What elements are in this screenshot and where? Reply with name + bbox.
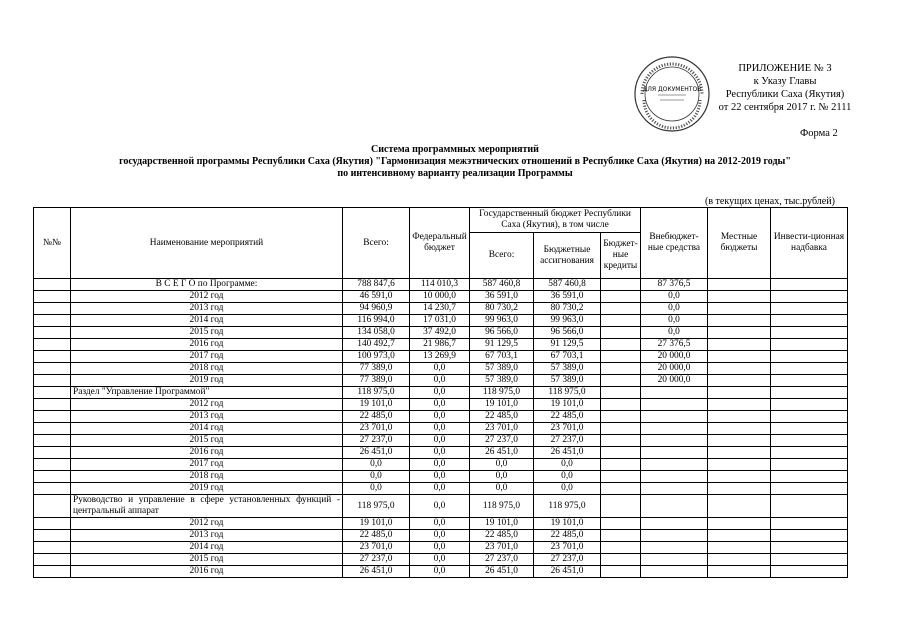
cell-activity-name: 2012 год <box>71 399 343 411</box>
cell-federal: 114 010,3 <box>410 279 470 291</box>
cell-activity-name: Руководство и управление в сфере установленных функций - центральный аппарат <box>71 495 343 518</box>
header-state-group: Государственный бюджет Республики Саха (Якутия), в том числе <box>470 208 641 233</box>
cell-invest <box>771 291 848 303</box>
cell-alloc: 67 703,1 <box>534 351 601 363</box>
cell-credit <box>601 566 641 578</box>
cell-extra <box>641 471 708 483</box>
cell-credit <box>601 530 641 542</box>
cell-state: 23 701,0 <box>470 542 534 554</box>
cell-extra: 20 000,0 <box>641 363 708 375</box>
cell-num <box>34 387 71 399</box>
table-row <box>34 279 848 291</box>
cell-total: 77 389,0 <box>343 363 410 375</box>
cell-alloc: 57 389,0 <box>534 363 601 375</box>
cell-invest <box>771 279 848 291</box>
cell-num <box>34 542 71 554</box>
cell-num <box>34 483 71 495</box>
cell-invest <box>771 387 848 399</box>
cell-federal: 0,0 <box>410 483 470 495</box>
cell-invest <box>771 554 848 566</box>
cell-credit <box>601 495 641 518</box>
cell-total: 134 058,0 <box>343 327 410 339</box>
cell-invest <box>771 435 848 447</box>
cell-credit <box>601 411 641 423</box>
cell-extra <box>641 459 708 471</box>
table-row <box>34 375 848 387</box>
cell-state: 27 237,0 <box>470 554 534 566</box>
header-state-total: Всего: <box>470 233 534 279</box>
cell-credit <box>601 459 641 471</box>
seal-text: ДЛЯ ДОКУМЕНТОВ <box>642 86 702 93</box>
cell-federal: 0,0 <box>410 363 470 375</box>
cell-local <box>708 291 771 303</box>
cell-federal: 10 000,0 <box>410 291 470 303</box>
cell-credit <box>601 483 641 495</box>
cell-local <box>708 411 771 423</box>
cell-alloc: 0,0 <box>534 471 601 483</box>
header-local: Местные бюджеты <box>708 208 771 279</box>
cell-num <box>34 279 71 291</box>
cell-credit <box>601 471 641 483</box>
cell-num <box>34 363 71 375</box>
table-row <box>34 351 848 363</box>
cell-credit <box>601 279 641 291</box>
program-activities-table <box>33 207 848 578</box>
cell-activity-name: 2016 год <box>71 447 343 459</box>
cell-federal: 0,0 <box>410 411 470 423</box>
cell-extra <box>641 554 708 566</box>
cell-extra: 0,0 <box>641 315 708 327</box>
cell-state: 22 485,0 <box>470 411 534 423</box>
cell-total: 19 101,0 <box>343 518 410 530</box>
cell-activity-name: 2012 год <box>71 291 343 303</box>
cell-local <box>708 303 771 315</box>
cell-invest <box>771 447 848 459</box>
form-label: Форма 2 <box>800 128 838 139</box>
cell-activity-name: 2015 год <box>71 554 343 566</box>
cell-federal: 13 269,9 <box>410 351 470 363</box>
cell-invest <box>771 411 848 423</box>
cell-extra <box>641 411 708 423</box>
cell-extra <box>641 530 708 542</box>
title-line: по интенсивному варианту реализации Программы <box>337 168 573 179</box>
cell-total: 116 994,0 <box>343 315 410 327</box>
cell-alloc: 23 701,0 <box>534 542 601 554</box>
table-row <box>34 530 848 542</box>
cell-federal: 0,0 <box>410 435 470 447</box>
cell-activity-name: 2019 год <box>71 375 343 387</box>
cell-credit <box>601 518 641 530</box>
cell-total: 140 492,7 <box>343 339 410 351</box>
cell-total: 26 451,0 <box>343 447 410 459</box>
table-row <box>34 399 848 411</box>
cell-invest <box>771 375 848 387</box>
cell-num <box>34 435 71 447</box>
cell-invest <box>771 542 848 554</box>
header-num: №№ <box>34 208 71 279</box>
cell-alloc: 19 101,0 <box>534 399 601 411</box>
cell-local <box>708 315 771 327</box>
cell-activity-name: В С Е Г О по Программе: <box>71 279 343 291</box>
cell-extra: 0,0 <box>641 291 708 303</box>
header-state-credit: Бюджет-ные кредиты <box>601 233 641 279</box>
cell-alloc: 23 701,0 <box>534 423 601 435</box>
cell-local <box>708 530 771 542</box>
cell-extra <box>641 387 708 399</box>
cell-invest <box>771 339 848 351</box>
cell-local <box>708 351 771 363</box>
cell-credit <box>601 339 641 351</box>
cell-num <box>34 471 71 483</box>
cell-local <box>708 542 771 554</box>
cell-total: 26 451,0 <box>343 566 410 578</box>
table-row <box>34 291 848 303</box>
cell-credit <box>601 375 641 387</box>
cell-extra: 20 000,0 <box>641 351 708 363</box>
cell-num <box>34 495 71 518</box>
cell-local <box>708 459 771 471</box>
cell-activity-name: 2018 год <box>71 471 343 483</box>
cell-credit <box>601 303 641 315</box>
header-federal: Федеральный бюджет <box>410 208 470 279</box>
cell-federal: 0,0 <box>410 495 470 518</box>
cell-activity-name: 2018 год <box>71 363 343 375</box>
cell-federal: 0,0 <box>410 554 470 566</box>
cell-num <box>34 315 71 327</box>
title-line: Система программных мероприятий <box>371 144 539 155</box>
cell-total: 27 237,0 <box>343 554 410 566</box>
cell-extra <box>641 518 708 530</box>
cell-total: 0,0 <box>343 471 410 483</box>
cell-local <box>708 375 771 387</box>
cell-total: 19 101,0 <box>343 399 410 411</box>
cell-state: 26 451,0 <box>470 447 534 459</box>
cell-state: 22 485,0 <box>470 530 534 542</box>
cell-invest <box>771 471 848 483</box>
cell-local <box>708 495 771 518</box>
cell-alloc: 96 566,0 <box>534 327 601 339</box>
cell-alloc: 27 237,0 <box>534 435 601 447</box>
cell-total: 23 701,0 <box>343 423 410 435</box>
cell-state: 19 101,0 <box>470 399 534 411</box>
cell-activity-name: 2014 год <box>71 423 343 435</box>
table-row <box>34 459 848 471</box>
cell-alloc: 0,0 <box>534 459 601 471</box>
cell-extra: 20 000,0 <box>641 375 708 387</box>
cell-activity-name: Раздел "Управление Программой" <box>71 387 343 399</box>
cell-federal: 21 986,7 <box>410 339 470 351</box>
cell-alloc: 0,0 <box>534 483 601 495</box>
cell-credit <box>601 554 641 566</box>
cell-alloc: 26 451,0 <box>534 447 601 459</box>
cell-extra <box>641 542 708 554</box>
cell-activity-name: 2016 год <box>71 566 343 578</box>
cell-activity-name: 2019 год <box>71 483 343 495</box>
cell-total: 0,0 <box>343 483 410 495</box>
cell-total: 27 237,0 <box>343 435 410 447</box>
cell-num <box>34 375 71 387</box>
cell-extra <box>641 423 708 435</box>
cell-invest <box>771 423 848 435</box>
cell-total: 118 975,0 <box>343 387 410 399</box>
cell-alloc: 27 237,0 <box>534 554 601 566</box>
cell-invest <box>771 327 848 339</box>
table-row <box>34 411 848 423</box>
cell-state: 0,0 <box>470 459 534 471</box>
appendix-line: к Указу Главы <box>753 76 817 87</box>
cell-num <box>34 339 71 351</box>
appendix-line: от 22 сентября 2017 г. № 2111 <box>718 102 852 113</box>
cell-num <box>34 399 71 411</box>
appendix-line: ПРИЛОЖЕНИЕ № 3 <box>738 63 832 74</box>
cell-state: 26 451,0 <box>470 566 534 578</box>
units-note: (в текущих ценах, тыс.рублей) <box>705 196 835 207</box>
cell-federal: 0,0 <box>410 423 470 435</box>
cell-invest <box>771 351 848 363</box>
cell-federal: 14 230,7 <box>410 303 470 315</box>
cell-total: 23 701,0 <box>343 542 410 554</box>
cell-credit <box>601 363 641 375</box>
cell-local <box>708 387 771 399</box>
cell-federal: 0,0 <box>410 387 470 399</box>
table-row <box>34 566 848 578</box>
cell-total: 46 591,0 <box>343 291 410 303</box>
cell-local <box>708 518 771 530</box>
cell-invest <box>771 566 848 578</box>
cell-activity-name: 2014 год <box>71 542 343 554</box>
header-extrabudget: Внебюджет-ные средства <box>641 208 708 279</box>
header-invest: Инвести-ционная надбавка <box>771 208 848 279</box>
cell-extra <box>641 483 708 495</box>
cell-alloc: 36 591,0 <box>534 291 601 303</box>
cell-invest <box>771 363 848 375</box>
cell-state: 99 963,0 <box>470 315 534 327</box>
cell-federal: 0,0 <box>410 566 470 578</box>
cell-alloc: 57 389,0 <box>534 375 601 387</box>
cell-invest <box>771 483 848 495</box>
cell-local <box>708 363 771 375</box>
title-line: государственной программы Республики Саха (Якутия) "Гармонизация межэтнических отношений в Республике Саха (Якутия) на 2012-2019 годы" <box>119 156 791 167</box>
cell-state: 57 389,0 <box>470 375 534 387</box>
cell-local <box>708 447 771 459</box>
cell-activity-name: 2012 год <box>71 518 343 530</box>
cell-invest <box>771 399 848 411</box>
cell-extra <box>641 566 708 578</box>
cell-local <box>708 279 771 291</box>
cell-activity-name: 2013 год <box>71 530 343 542</box>
cell-activity-name: 2013 год <box>71 411 343 423</box>
table-row <box>34 315 848 327</box>
cell-local <box>708 471 771 483</box>
cell-extra <box>641 447 708 459</box>
cell-state: 96 566,0 <box>470 327 534 339</box>
cell-alloc: 19 101,0 <box>534 518 601 530</box>
cell-alloc: 118 975,0 <box>534 387 601 399</box>
cell-extra: 27 376,5 <box>641 339 708 351</box>
cell-local <box>708 566 771 578</box>
cell-state: 19 101,0 <box>470 518 534 530</box>
table-row <box>34 363 848 375</box>
cell-local <box>708 483 771 495</box>
cell-federal: 0,0 <box>410 542 470 554</box>
table-row <box>34 303 848 315</box>
table-row <box>34 554 848 566</box>
table-row <box>34 435 848 447</box>
cell-invest <box>771 303 848 315</box>
cell-total: 788 847,6 <box>343 279 410 291</box>
cell-state: 80 730,2 <box>470 303 534 315</box>
cell-federal: 0,0 <box>410 518 470 530</box>
cell-alloc: 99 963,0 <box>534 315 601 327</box>
table-row <box>34 387 848 399</box>
cell-federal: 37 492,0 <box>410 327 470 339</box>
cell-invest <box>771 530 848 542</box>
cell-invest <box>771 495 848 518</box>
cell-federal: 17 031,0 <box>410 315 470 327</box>
table-row <box>34 495 848 518</box>
cell-num <box>34 518 71 530</box>
cell-credit <box>601 435 641 447</box>
cell-credit <box>601 399 641 411</box>
cell-num <box>34 423 71 435</box>
cell-extra: 87 376,5 <box>641 279 708 291</box>
cell-alloc: 80 730,2 <box>534 303 601 315</box>
cell-num <box>34 351 71 363</box>
cell-local <box>708 554 771 566</box>
cell-alloc: 22 485,0 <box>534 411 601 423</box>
appendix-line: Республики Саха (Якутия) <box>725 89 845 100</box>
cell-federal: 0,0 <box>410 447 470 459</box>
cell-state: 0,0 <box>470 483 534 495</box>
cell-activity-name: 2015 год <box>71 327 343 339</box>
appendix-block <box>690 62 880 114</box>
cell-num <box>34 530 71 542</box>
cell-state: 36 591,0 <box>470 291 534 303</box>
table-row <box>34 542 848 554</box>
cell-credit <box>601 315 641 327</box>
cell-alloc: 118 975,0 <box>534 495 601 518</box>
cell-total: 100 973,0 <box>343 351 410 363</box>
cell-activity-name: 2016 год <box>71 339 343 351</box>
cell-federal: 0,0 <box>410 399 470 411</box>
cell-local <box>708 327 771 339</box>
cell-federal: 0,0 <box>410 459 470 471</box>
cell-federal: 0,0 <box>410 530 470 542</box>
cell-local <box>708 399 771 411</box>
cell-invest <box>771 518 848 530</box>
cell-total: 94 960,9 <box>343 303 410 315</box>
cell-activity-name: 2014 год <box>71 315 343 327</box>
cell-activity-name: 2013 год <box>71 303 343 315</box>
cell-num <box>34 447 71 459</box>
cell-local <box>708 435 771 447</box>
header-total: Всего: <box>343 208 410 279</box>
cell-alloc: 91 129,5 <box>534 339 601 351</box>
table-row <box>34 327 848 339</box>
cell-local <box>708 423 771 435</box>
header-state-alloc: Бюджетные ассигнования <box>534 233 601 279</box>
cell-state: 27 237,0 <box>470 435 534 447</box>
table-body <box>34 279 848 578</box>
cell-extra: 0,0 <box>641 303 708 315</box>
cell-num <box>34 566 71 578</box>
cell-invest <box>771 459 848 471</box>
cell-extra <box>641 495 708 518</box>
table-row <box>34 518 848 530</box>
cell-state: 57 389,0 <box>470 363 534 375</box>
cell-total: 0,0 <box>343 459 410 471</box>
cell-num <box>34 459 71 471</box>
header-name: Наименование мероприятий <box>71 208 343 279</box>
cell-extra <box>641 435 708 447</box>
cell-extra: 0,0 <box>641 327 708 339</box>
cell-num <box>34 327 71 339</box>
cell-federal: 0,0 <box>410 471 470 483</box>
cell-activity-name: 2017 год <box>71 459 343 471</box>
cell-state: 91 129,5 <box>470 339 534 351</box>
cell-state: 587 460,8 <box>470 279 534 291</box>
cell-num <box>34 303 71 315</box>
cell-total: 77 389,0 <box>343 375 410 387</box>
cell-activity-name: 2017 год <box>71 351 343 363</box>
table-row <box>34 471 848 483</box>
table-row <box>34 339 848 351</box>
cell-state: 118 975,0 <box>470 495 534 518</box>
cell-total: 118 975,0 <box>343 495 410 518</box>
cell-num <box>34 411 71 423</box>
cell-credit <box>601 423 641 435</box>
cell-credit <box>601 447 641 459</box>
cell-federal: 0,0 <box>410 375 470 387</box>
table-row <box>34 483 848 495</box>
cell-credit <box>601 291 641 303</box>
document-title <box>60 144 850 180</box>
cell-state: 23 701,0 <box>470 423 534 435</box>
table-row <box>34 423 848 435</box>
cell-credit <box>601 387 641 399</box>
cell-num <box>34 291 71 303</box>
cell-invest <box>771 315 848 327</box>
cell-local <box>708 339 771 351</box>
cell-credit <box>601 327 641 339</box>
cell-state: 67 703,1 <box>470 351 534 363</box>
cell-credit <box>601 351 641 363</box>
cell-activity-name: 2015 год <box>71 435 343 447</box>
cell-alloc: 26 451,0 <box>534 566 601 578</box>
cell-num <box>34 554 71 566</box>
cell-total: 22 485,0 <box>343 411 410 423</box>
cell-alloc: 587 460,8 <box>534 279 601 291</box>
cell-state: 0,0 <box>470 471 534 483</box>
cell-credit <box>601 542 641 554</box>
cell-total: 22 485,0 <box>343 530 410 542</box>
cell-state: 118 975,0 <box>470 387 534 399</box>
table-row <box>34 447 848 459</box>
cell-alloc: 22 485,0 <box>534 530 601 542</box>
cell-extra <box>641 399 708 411</box>
